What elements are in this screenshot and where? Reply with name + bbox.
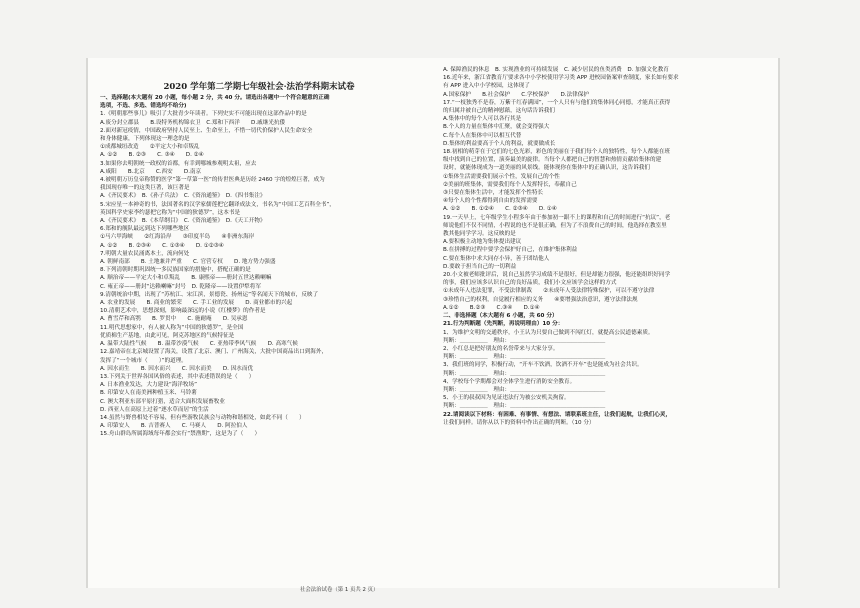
- text-line: A.《齐民要术》 B.《本草纲目》 C.《资治通鉴》 D.《天工开物》: [100, 218, 266, 225]
- right-page-edge: [778, 58, 780, 588]
- text-line: 12.嘉靖帝在北京城设置了海关，设置了北京、澳门、广州海关，大批中国商品出口到海外，: [100, 349, 328, 356]
- text-line: 17.“一枝独秀不是春，万紫千红春满园”，一个人只有与他们的集体同心同德，才能真正获得: [443, 99, 671, 106]
- text-line: A. 温带大陆性气候 B. 温带沙漠气候 C. 亚热带季风气候 D. 高寒气候: [100, 341, 298, 348]
- text-line: 判断：＿＿＿＿＿ 理由：＿＿＿＿＿＿＿＿＿＿＿＿＿＿＿＿＿: [443, 386, 606, 393]
- text-line: C.要在集体中求大同存小异，善于团结他人: [443, 255, 550, 262]
- text-line: 7.明朝大量农民涌离本土，流向何处: [100, 250, 190, 257]
- text-line: 和身体健康，下列体现这一理念的是: [100, 136, 190, 143]
- text-line: A. 顺治帝——平定大小和卓叛乱 B. 康熙帝——册封五世达赖喇嘛: [100, 275, 272, 282]
- left-column: [100, 94, 418, 439]
- text-line: A. 朝鲜南部 B. 土地兼并严重 C. 官营专权 D. 地方势力强盛: [100, 259, 276, 266]
- text-line: 发挥了“一个城市（ ）”的道理。: [100, 357, 187, 364]
- text-line: A.要积极主动地为集体提出建议: [443, 239, 522, 246]
- text-line: ①成都城垣改造 ②平定大小和卓叛乱: [100, 144, 200, 151]
- text-line: 师说他们不仅不同情，小程说的也不是很正确，但为了不浪费自己的时间，他选择在教室里: [443, 222, 667, 229]
- text-line: A. 曹雪芹和高鹗 B. 罗贯中 C. 施耐庵 D. 吴承恩: [100, 316, 248, 323]
- text-line: 一、选择题(本大题有 20 小题，每小题 2 分，共 40 分。请选出各题中一个符合题意的正确: [100, 95, 330, 101]
- text-line: 11.明代思想家中，有人被人称为“中国的狄德罗”，是全国: [100, 324, 244, 331]
- text-line: ③珍惜自己的权利，自觉履行相应的义务 ④要增强法治意识，遵守法律法规: [443, 296, 638, 303]
- text-line: A.《齐民要术》 B.《孙子兵法》 C.《资治通鉴》 D.《四书集注》: [100, 193, 266, 200]
- text-line: A.集体中的每个人可以各行其是: [443, 116, 522, 123]
- text-line: B.在拼搏的过程中要学会保护好自己，在维护集体利益: [443, 247, 578, 254]
- text-line: 19.一天早上，七年级学生小程多年由于参加初一跟不上的课程和自己的时间进行“抗议”，老: [443, 214, 671, 221]
- text-line: ①未成年人违法犯罪，不受法律制裁 ②未成年人受法律特殊保护，可以不遵守法律: [443, 288, 655, 295]
- exam-sheet: [88, 58, 778, 588]
- text-line: 2、小红总是把好朋友的名誉带来与大家分享。: [443, 345, 559, 352]
- text-line: A. 农业的发展 B. 商业的繁荣 C. 手工业的发展 D. 商业都市的兴起: [100, 300, 293, 307]
- text-line: C. 雍正帝——册封“达赖喇嘛”封号 D. 乾隆帝——设置伊犁将军: [100, 283, 261, 290]
- text-line: 16.近年来，浙江省教育厅要求各中小学校使用学习类 APP 进校园备案审查制度，家长如有要求: [443, 75, 679, 82]
- text-line: A. ①② B. ②③④ C. ①③④ D. ①②③④: [100, 242, 224, 249]
- text-line: 选项，不选、多选、错选均不给分): [100, 103, 187, 110]
- text-line: 1、为维护文明的交通秩序，小王认为只要自己做到不闯红灯，就提高公民道德素质。: [443, 329, 654, 336]
- text-line: ②美丽的班集体，需要我们每个人发挥特长，奉献自己: [443, 181, 577, 188]
- text-line: 3.如果你去明朝统一政权的首都，有幸到哪城参观明太祖，应去: [100, 160, 257, 167]
- text-line: 1.《明朝那些事儿》吸引了大批青少年读者。下列史实不可能出现在这部作品中的是: [100, 111, 307, 118]
- right-column: [443, 66, 761, 427]
- text-line: 13.下列关于世界各国风俗的表述，其中表述错误的是（ ）: [100, 373, 255, 380]
- text-line: 8.下列清朝时期巩固统一多民族国家的措施中，搭配正确的是: [100, 267, 251, 274]
- text-line: 让我们同样。请你从以下的资料中作出正确的判断。（10 分）: [443, 419, 595, 426]
- text-line: 我国现存唯一的这类巨著，该巨著是: [100, 185, 190, 192]
- text-line: 判断：＿＿＿＿＿ 理由：＿＿＿＿＿＿＿＿＿＿＿＿＿＿＿＿＿: [443, 370, 606, 377]
- text-line: 5、小王的叔叔因为见证违法行为被公安机关拘留。: [443, 395, 570, 402]
- text-line: 英国科学史家李约瑟把它称为“中国的狄德罗”，这本书是: [100, 209, 241, 216]
- text-line: 4、学校每个学期都会对全体学生进行消防安全教育。: [443, 378, 576, 385]
- exam-title: 2020 学年第二学期七年级社会·法治学科期末试卷: [163, 82, 355, 92]
- text-line: B. 印第安人在南美洲种植玉米、马铃薯: [100, 390, 197, 397]
- text-line: ①马六甲海峡 ②红海沿岸 ③印度半岛 ④非洲东海岸: [100, 234, 255, 241]
- text-line: D. 西亚人在高原上过着“逐水草而居”的生活: [100, 406, 209, 413]
- text-line: 2.面对新冠疫情，中国政府坚持人民至上、生命至上，不惜一切代价保护人民生命安全: [100, 127, 313, 134]
- text-line: 3、我们班的同学，积极行动，“开车不饮酒，饮酒不开车”也是能成为社会共识。: [443, 362, 643, 369]
- text-line: 优质棉生产基地，由此可见，阿克苏地区的气候特征是: [100, 332, 235, 339]
- text-line: A. 日本渔业发达，大力建设“海洋牧场”: [100, 382, 197, 389]
- text-line: 判断：＿＿＿＿＿ 理由：＿＿＿＿＿＿＿＿＿＿＿＿＿＿＿＿＿: [443, 403, 606, 410]
- text-line: 设时，就能体现成为一道美丽的风景线。能体现你在集体中的正确认识，这告诉我们: [443, 165, 650, 172]
- text-line: ④每个人的个性都得到自由的发挥需要: [443, 198, 538, 205]
- text-line: 有 APP 进入中小学校园，这体现了: [443, 83, 530, 90]
- text-line: A.咸阳 B.北京 C.西安 D.南京: [100, 168, 202, 175]
- text-line: A. 保障渔民的休息 B. 实现渔业的可持续发展 C. 减少居民的鱼类消费 D. 加强文化教育: [443, 67, 669, 73]
- text-line: ③只要在集体生活中，才能发挥个性特长: [443, 190, 544, 197]
- text-line: A. 因水而生 B. 因水而兴 C. 因水而美 D. 因水而优: [100, 365, 254, 372]
- text-line: 10.清朝艺术中，思想深刻，影响最深远的小说《红楼梦》的作者是: [100, 308, 266, 315]
- text-line: A. ①② B. ①②④ C. ②③④ D. ①④: [443, 206, 557, 213]
- text-line: 21.行为判断题（先判断，再说明理由）10 分：: [443, 321, 564, 328]
- text-line: 的归属并被自己的精神慰藉，这句话告诉我们: [443, 108, 555, 115]
- text-line: 15.舟山群岛所属海域每年都会实行“禁渔期”，这是为了（ ）: [100, 431, 261, 438]
- text-line: C. 澳大利亚东部平原打猎，适合大面积发展畜牧业: [100, 398, 225, 405]
- text-line: A.废分封立郡县 B.设特务机构锦衣卫 C.郑和下西洋 D.戚继光抗倭: [100, 119, 286, 126]
- text-line: 18.初相的萌芽在于它们的七色光彩，彩色的美丽在于我们每个人的独特性，每个人都能在班: [443, 149, 671, 156]
- text-line: A.①② B.②③ C.③④ D.①④: [443, 304, 540, 311]
- text-line: 22.请阅读以下材料：有困难、有事情、有想法、请联系班主任，让我们起航，让我们心灵，: [443, 411, 672, 418]
- text-line: D.集体的利益要高于个人的利益，就要做成长: [443, 140, 556, 147]
- text-line: 9.清朝统治中期，出现了“苏杭江、宋江滨，景德瓷、扬州运”等名闻天下的城市，反映了: [100, 291, 319, 298]
- text-line: 判断：＿＿＿＿＿ 理由：＿＿＿＿＿＿＿＿＿＿＿＿＿＿＿＿＿: [443, 337, 606, 344]
- text-line: 的事，我们应该多认识自己的良好品质，我们小文应该学会这样的方式: [443, 280, 617, 287]
- text-line: D.要敢于担当自己的一切利益: [443, 263, 517, 270]
- text-line: 4.被明朝万历皇帝称赞的医学“第一草第一医”的传世医典是历经 2460 字的煌煌巨著，成为: [100, 177, 325, 184]
- text-line: 5.宋应星一本神奇的书，法国著名的汉学家儒莲把它翻译成法文，书名为“中国工艺百科全书”，: [100, 201, 335, 208]
- page-footer: 社会法治试卷（第 1 页共 2 页）: [300, 587, 379, 593]
- text-line: ①集体生活需要我们展示个性，发展自己的个性: [443, 173, 560, 180]
- text-line: A. 印第安人 B. 吉普赛人 C. 马赛人 D. 阿拉伯人: [100, 423, 248, 430]
- text-line: 教其他同学学习。这反映的是: [443, 231, 516, 238]
- text-line: 14.虽然与野兽相处不容易，但有些游牧民族会与动物和谐相处，如此不同（ ）: [100, 414, 305, 421]
- text-line: 级中找到自己的位置，演奏最美的旋律。当每个人都把自己的智慧和热情贡献给集体的建: [443, 157, 662, 164]
- text-line: A.国家保护 B.社会保护 C.学校保护 D.法律保护: [443, 91, 589, 98]
- text-line: 6.郑和的舰队最远到达下列哪些地区: [100, 226, 190, 233]
- text-line: 20.小文被老师批评后，说自己虽然学习成绩不是很好，但是却能力很强，他还能组织好同学: [443, 272, 671, 279]
- text-line: 二、非选择题（本大题有 6 小题，共 60 分）: [443, 313, 558, 320]
- text-line: C.每个人在集体中可以相互代替: [443, 132, 522, 139]
- text-line: A. ①② B. ②③ C. ③④ D. ②④: [100, 152, 204, 159]
- text-line: B.个人的力量在集体中汇聚，就会变得强大: [443, 124, 550, 131]
- text-line: 判断：＿＿＿＿＿ 理由：＿＿＿＿＿＿＿＿＿＿＿＿＿＿＿＿＿: [443, 354, 606, 361]
